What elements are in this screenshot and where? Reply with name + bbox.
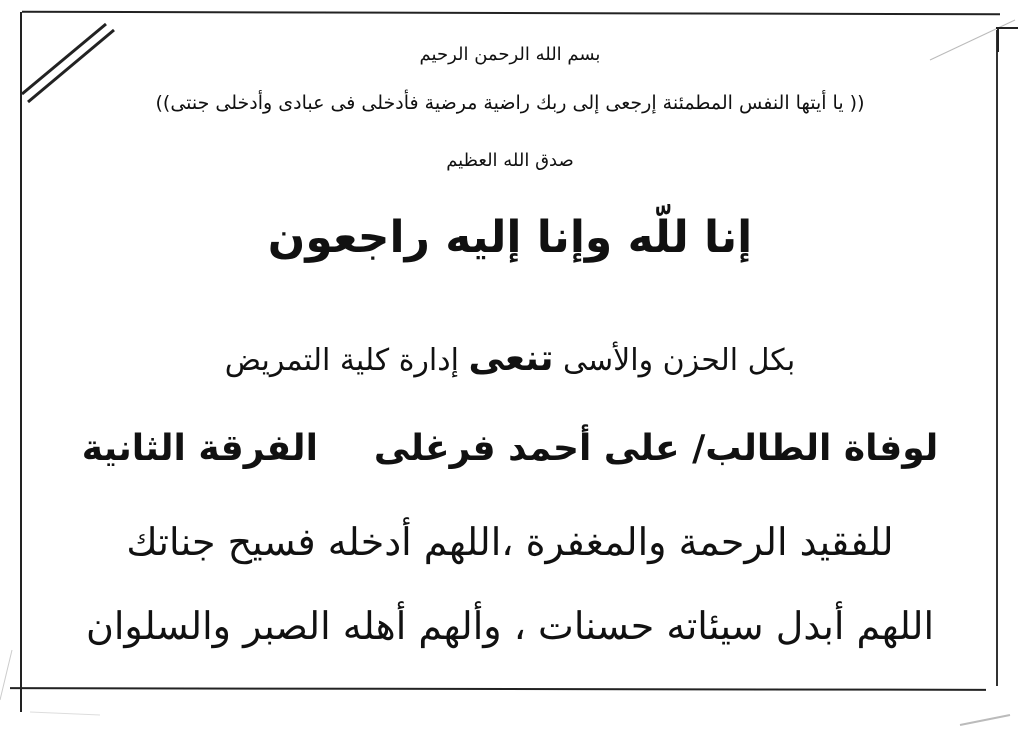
prayer-line-1: للفقيد الرحمة والمغفرة ،اللهم أدخله فسيح جناتك: [126, 520, 894, 564]
frame-bottom-border: [10, 687, 986, 691]
deceased-name: لوفاة الطالب/ على أحمد فرغلى: [373, 428, 939, 469]
frame-top-border: [22, 11, 1000, 16]
deceased-line: [40, 428, 980, 469]
announce-before: بكل الحزن والأسى: [563, 343, 796, 378]
condolence-headline: إنا للّه وإنا إليه راجعون: [267, 212, 753, 263]
frame-right-border: [996, 30, 998, 686]
announce-verb: تنعى: [468, 338, 554, 379]
frame-left-border: [20, 12, 22, 712]
basmala: بسم الله الرحمن الرحيم: [419, 44, 601, 65]
prayer-line-2: اللهم أبدل سيئاته حسنات ، وألهم أهله الصبر والسلوان: [85, 604, 935, 648]
announcement-line: [40, 338, 980, 379]
announce-after: إدارة كلية التمريض: [224, 343, 459, 378]
quran-verse: (( يا أيتها النفس المطمئنة إرجعى إلى ربك راضية مرضية فأدخلى فى عبادى وأدخلى جنتى)): [155, 92, 865, 114]
sadaq-allah: صدق الله العظيم: [446, 150, 574, 171]
deceased-year: الفرقة الثانية: [81, 428, 318, 469]
